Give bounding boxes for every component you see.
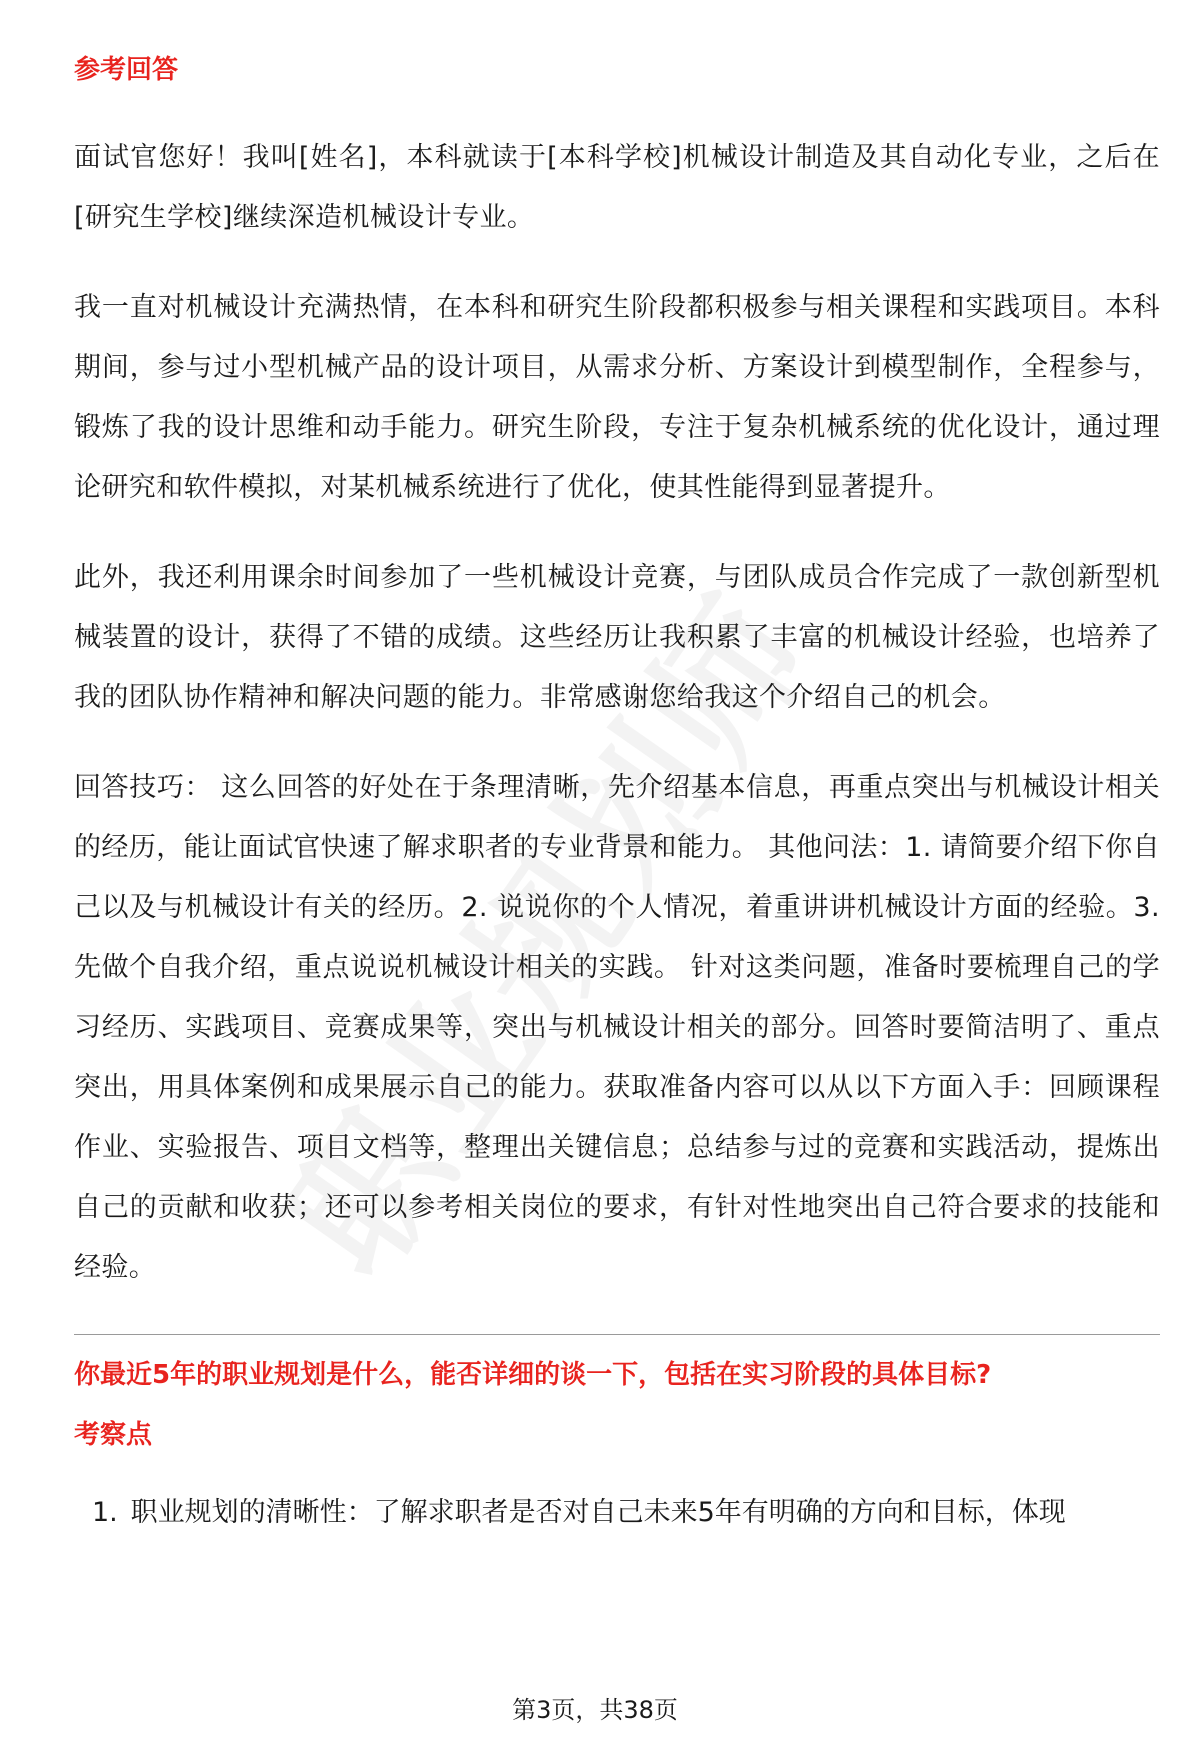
section-divider bbox=[74, 1334, 1160, 1335]
page-number-footer: 第3页，共38页 bbox=[512, 1696, 678, 1724]
section-heading-examination-points: 考察点 bbox=[74, 1420, 153, 1450]
answer-paragraph: 此外，我还利用课余时间参加了一些机械设计竞赛，与团队成员合作完成了一款创新型机械装置的设计，获得了不错的成绩。这些经历让我积累了丰富的机械设计经验，也培养了我的团队协作精神和解决问题的能力。非常感谢您给我这个介绍自己的机会。 bbox=[74, 562, 1160, 713]
question-heading: 你最近5年的职业规划是什么，能否详细的谈一下，包括在实习阶段的具体目标? bbox=[74, 1360, 992, 1390]
list-item bbox=[74, 1483, 1160, 1543]
list-item-number: 1. bbox=[92, 1497, 118, 1528]
answer-paragraph: 面试官您好！我叫[姓名]，本科就读于[本科学校]机械设计制造及其自动化专业，之后在[研究生学校]继续深造机械设计专业。 bbox=[74, 142, 1160, 233]
list-item-text: 职业规划的清晰性：了解求职者是否对自己未来5年有明确的方向和目标，体现 bbox=[130, 1497, 1066, 1528]
answer-paragraph: 我一直对机械设计充满热情，在本科和研究生阶段都积极参与相关课程和实践项目。本科期间，参与过小型机械产品的设计项目，从需求分析、方案设计到模型制作，全程参与，锻炼了我的设计思维和动手能力。研究生阶段，专注于复杂机械系统的优化设计，通过理论研究和软件模拟，对某机械系统进行了优化，使其性能得到显著提升。 bbox=[74, 292, 1160, 503]
page-content bbox=[74, 40, 1160, 1543]
section-heading-reference-answer: 参考回答 bbox=[74, 55, 179, 85]
answer-tips-paragraph: 回答技巧： 这么回答的好处在于条理清晰，先介绍基本信息，再重点突出与机械设计相关的经历，能让面试官快速了解求职者的专业背景和能力。 其他问法：1. 请简要介绍下你自己以及与机械设计有关的经历。2. 说说你的个人情况，着重讲讲机械设计方面的经验。3. 先做个自我介绍，重点说说机械设计相关的实践。 针对这类问题，准备时要梳理自己的学习经历、实践项目、竞赛成果等，突出与机械设计相关的部分。回答时要简洁明了、重点突出，用具体案例和成果展示自己的能力。获取准备内容可以从以下方面入手：回顾课程作业、实验报告、项目文档等，整理出关键信息；总结参与过的竞赛和实践活动，提炼出自己的贡献和收获；还可以参考相关岗位的要求，有针对性地突出自己符合要求的技能和经验。 bbox=[74, 772, 1160, 1283]
